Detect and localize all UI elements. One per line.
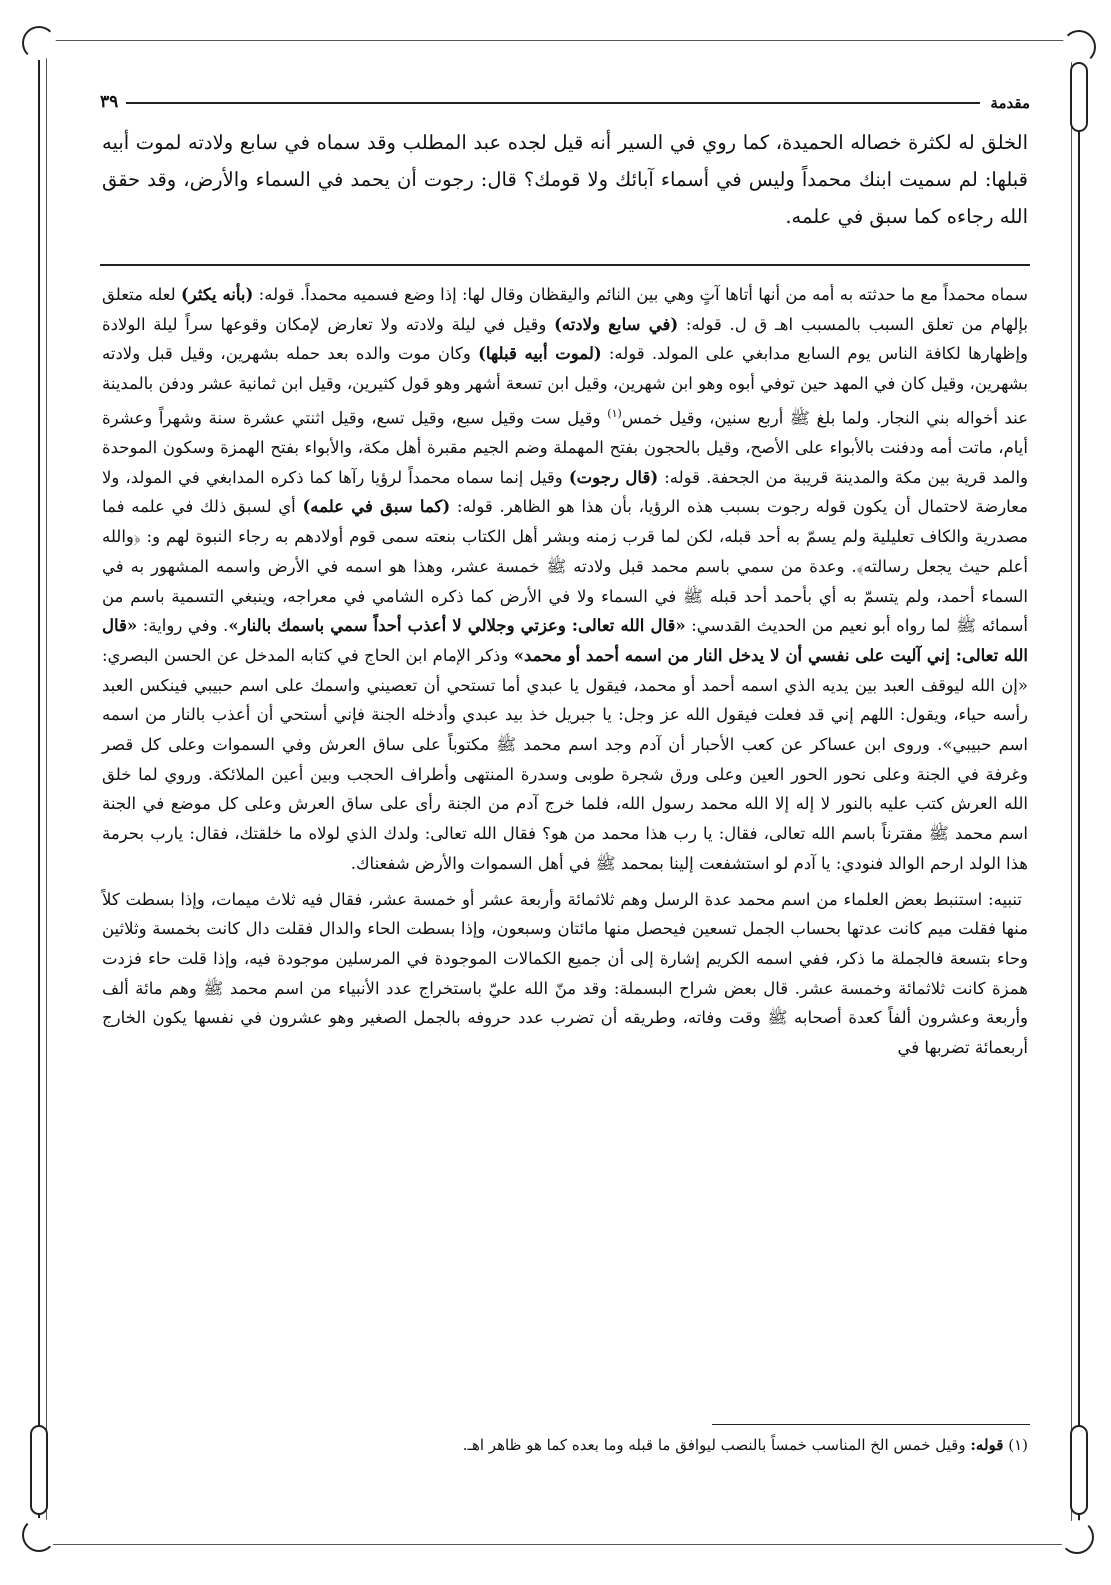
commentary-text: وقيل في ليلة ولادته ولا تعارض لإمكان وقوعها سراً ليلة الولادة وإظهارها لكافة الناس يوم السابع مدابغي على المولد. قوله: (102, 314, 1028, 364)
scroll-edge-ornament (1070, 62, 1088, 132)
scroll-corner-ornament (1062, 30, 1096, 64)
commentary-text: أي لسبق ذلك في علمه فما مصدرية والكاف تعليلية ولم يسمّ به أحد قبله، لكن لما قرب زمنه وبشر أهل الكتاب بنعته سمى قوم أولادهم به رجاء النبوة لهم و: ﴿والله أعلم حيث يجعل رسالته﴾. وعدة من سمي باسم محمد قبل ولادته ﷺ خمسة عشر، وهذا هو اسمه في الأرض واسمه المشهور به في السماء أحمد، ولم يتسمّ به أي بأحمد أحد قبله ﷺ في السماء ولا في الأرض كما ذكره الشامي في معراجه، وينبغي التسمية باسم من أسمائه ﷺ لما رواه أبو نعيم من الحديث القدسي: (102, 497, 1028, 636)
commentary-text: . وفي رواية: (137, 616, 229, 636)
commentary-lemma: (قال رجوت) (568, 467, 659, 487)
running-header (100, 84, 1030, 112)
commentary-text: وقيل ست وقيل سبع، وقيل تسع، وقيل اثنتي عشرة سنة وشهراً وعشرة أيام، ماتت أمه ودفنت بالأبواء على الأصح، وقيل بالحجون بفتح المهملة وضم الجيم مقبرة أهل مكة، والأبواء بفتح الهمزة وسكون الموحدة والمد قرية بين مكة والمدينة قريبة من الجحفة. قوله: (102, 408, 1028, 487)
scroll-corner-ornament (1060, 1520, 1094, 1554)
footnote-separator (712, 1424, 1030, 1425)
commentary-text: سماه محمداً مع ما حدثته به أمه من أنها أتاها آتٍ وهي بين النائم واليقظان وقال لها: إذا وضع فسميه محمداً. قوله: (253, 285, 1028, 304)
scroll-edge-ornament (1070, 1425, 1088, 1515)
scroll-corner-ornament (22, 26, 56, 60)
commentary-text: لعله متعلق بإلهام من تعلق السبب بالمسبب اهـ ق ل. قوله: (102, 285, 1028, 334)
commentary (102, 280, 1028, 1063)
commentary-lemma: «قال الله تعالى: إني آليت على نفسي أن لا يدخل النار من اسمه أحمد أو محمد» (102, 616, 1028, 665)
footnote-ref: (١) (607, 406, 622, 420)
footnote-marker: (١) (1008, 1436, 1028, 1454)
footnote-text: وقيل خمس الخ المناسب خمساً بالنصب ليوافق ما قبله وما بعده كما هو ظاهر اهـ. (462, 1436, 966, 1454)
commentary-lemma: (في سابع ولادته) (554, 314, 679, 334)
header-rule (126, 102, 980, 104)
main-text-paragraph: الخلق له لكثرة خصاله الحميدة، كما روي في السير أنه قيل لجده عبد المطلب وقد سماه في سابع ولادته لموت أبيه قبلها: لم سميت ابنك محمداً وليس في أسماء آبائك ولا قومك؟ قال: رجوت أن يحمد في السماء والأرض، وقد حقق الله رجاءه كما سبق في علمه. (102, 131, 1028, 228)
commentary-text: وقيل إنما سماه محمداً لرؤيا رآها كما ذكره المدابغي في المولد، ولا معارضة لاحتمال أن يكون قوله رجوت بسبب هذه الرؤيا، بأن هذا هو الظاهر. قوله: (102, 467, 1028, 517)
commentary-lemma: «قال الله تعالى: وعزتي وجلالي لا أعذب أحداً سمي باسمك بالنار» (228, 616, 686, 636)
scroll-corner-ornament (22, 1518, 56, 1552)
commentary-note-paragraph: تنبيه: استنبط بعض العلماء من اسم محمد عدة الرسل وهم ثلاثمائة وأربعة عشر أو خمسة عشر، فقال فيه ثلاث ميمات، وإذا بسطت كلاً منها فقلت ميم كانت عدتها بحساب الجمل تسعين فيحصل منها مائتان وسبعون، وإذا بسطت الحاء والدال فقلت دال كانت بخمسة وثلاثين وحاء بتسعة فالجملة ما ذكر، ففي اسمه الكريم إشارة إلى أن جميع الكمالات الموجودة في المرسلين موجودة فيه، وإذا قلت حاء فزدت همزة كانت ثلاثمائة وخمسة عشر. قال بعض شراح البسملة: وقد منّ الله عليّ باستخراج عدد الأنبياء من اسم محمد ﷺ وهم مائة ألف وأربعة وعشرون ألفاً كعدة أصحابه ﷺ وقت وفاته، وطريقه أن تضرب عدد حروفه بالجمل الصغير وهو عشرون في نفسها يكون الخارج أربعمائة تضربها في (102, 889, 1028, 1058)
commentary-paragraph (102, 280, 1028, 879)
scroll-edge-ornament (30, 1425, 48, 1515)
main-text (102, 124, 1028, 235)
page-number: ٣٩ (100, 92, 119, 112)
main-commentary-separator (100, 264, 1030, 266)
commentary-lemma: (لموت أبيه قبلها) (478, 344, 602, 364)
commentary-lemma: (بأنه يكثر) (181, 285, 254, 304)
commentary-text: وكان موت والده بعد حمله بشهرين، وقيل قبل ولادته بشهرين، وقيل كان في المهد حين توفي أبوه وهو ابن شهرين، وقيل ابن تسعة أشهر وهو قول كثيرين، وقيل ابن ثمانية عشر ودفن بالمدينة عند أخواله بني النجار. ولما بلغ ﷺ أربع سنين، وقيل خمس (102, 344, 1028, 428)
footnote (102, 1432, 1028, 1458)
footnote-label: قوله: (970, 1436, 1004, 1454)
commentary-text: وذكر الإمام ابن الحاج في كتابه المدخل عن الحسن البصري: «إن الله ليوقف العبد بين يديه الذي اسمه أحمد أو محمد، فيقول يا عبدي أما تستحي أن تعصيني واسمك على اسم حبيبي فينكس العبد رأسه حياء، ويقول: اللهم إني قد فعلت فيقول الله عز وجل: يا جبريل خذ بيد عبدي وأدخله الجنة فإني أستحي أن أعذب بالنار من اسمه اسم حبيبي». وروى ابن عساكر عن كعب الأحبار أن آدم وجد اسم محمد ﷺ مكتوباً على ساق العرش وفي السموات وعلى كل قصر وغرفة في الجنة وعلى نحور الحور العين وعلى ورق شجرة طوبى وسدرة المنتهى وأطراف الحجب وبين أعين الملائكة. وروي لما خلق الله العرش كتب عليه بالنور لا إله إلا الله محمد رسول الله، فلما خرج آدم من الجنة رأى على ساق العرش وعلى كل موضع في الجنة اسم محمد ﷺ مقترناً باسم الله تعالى، فقال: يا رب هذا محمد من هو؟ فقال الله تعالى: ولدك الذي لولاه ما خلقتك، فقال: يارب بحرمة هذا الولد ارحم الوالد فنودي: يا آدم لو استشفعت إلينا بمحمد ﷺ في أهل السموات والأرض شفعناك. (102, 645, 1028, 873)
commentary-lemma: (كما سبق في علمه) (302, 497, 451, 517)
section-title: مقدمة (990, 94, 1030, 112)
